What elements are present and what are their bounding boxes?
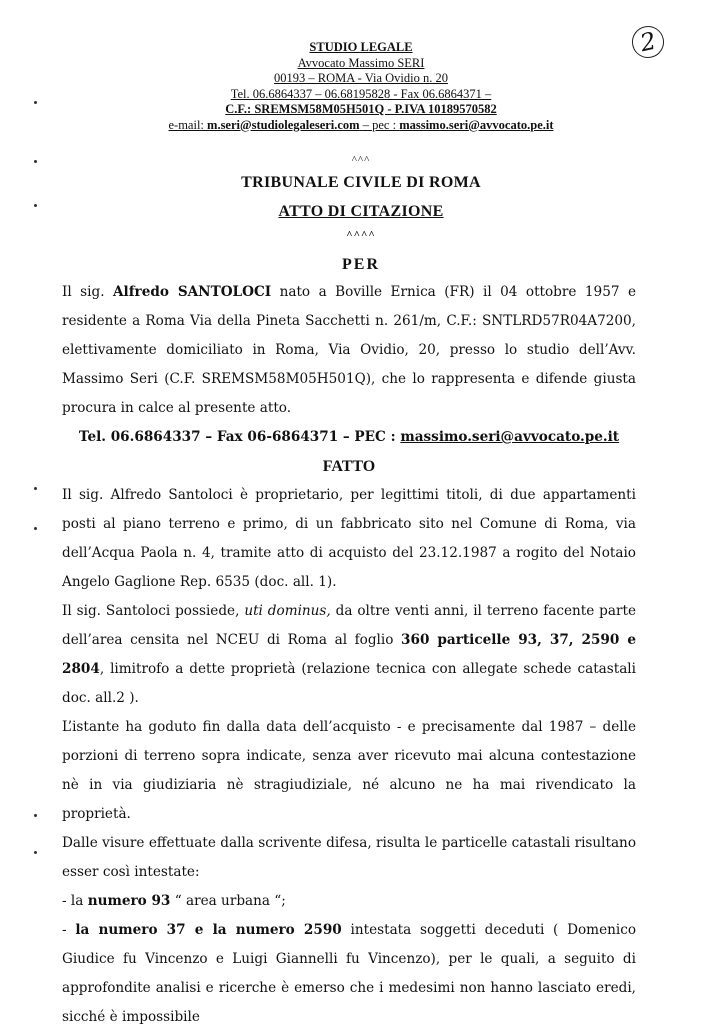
contacts-text: Tel. 06.6864337 – Fax 06-6864371 – PEC : xyxy=(78,429,396,445)
email-address: m.seri@studiolegaleseri.com xyxy=(207,117,360,132)
paragraph-3: L’istante ha goduto fin dalla data dell’acquisto - e precisamente dal 1987 – delle porzioni di terreno sopra indicate, senza aver ricevuto mai alcuna contestazione nè in via giudiziaria nè stragiudiziale, né alcuno ne ha mai rivendicato la proprietà. xyxy=(62,719,636,822)
party-intro: Il sig. xyxy=(62,284,105,300)
p2-part-a: Il sig. Santoloci possiede, xyxy=(62,603,240,619)
paragraph-4: Dalle visure effettuate dalla scrivente difesa, risulta le particelle catastali risultano esser così intestate: xyxy=(62,835,636,880)
party-name: Alfredo SANTOLOCI xyxy=(113,284,272,300)
p5-part-a: - la xyxy=(62,893,84,909)
letterhead xyxy=(0,40,722,133)
p6-bold: la numero 37 e la numero 2590 xyxy=(75,922,342,938)
studio-phones: Tel. 06.6864337 – 06.68195828 - Fax 06.6864371 – xyxy=(230,86,492,101)
court-title: TRIBUNALE CIVILE DI ROMA xyxy=(241,174,481,191)
lawyer-name: Avvocato Massimo SERI xyxy=(297,55,425,70)
p2-italic: uti dominus, xyxy=(244,603,331,619)
margin-mark xyxy=(34,814,37,817)
margin-mark xyxy=(34,160,37,163)
contacts-pec: massimo.seri@avvocato.pe.it xyxy=(400,429,620,445)
studio-address: 00193 – ROMA - Via Ovidio n. 20 xyxy=(273,71,449,85)
paragraph-2 xyxy=(62,597,636,713)
margin-mark xyxy=(34,487,37,490)
p6-part-a: - xyxy=(62,922,67,938)
per-heading: PER xyxy=(342,256,380,273)
p2-part-b: da oltre venti anni, il terreno facente parte dell’area censita nel NCEU di Roma al foglio xyxy=(62,603,636,648)
margin-mark xyxy=(34,101,37,104)
document-type: ATTO DI CITAZIONE xyxy=(278,203,444,220)
separator-carets-2: ^^^^ xyxy=(346,229,376,241)
studio-email-line xyxy=(0,118,722,134)
paragraph-5 xyxy=(62,887,636,916)
pec-address: massimo.seri@avvocato.pe.it xyxy=(399,117,554,132)
margin-mark xyxy=(34,527,37,530)
p2-bold: 360 particelle 93, 37, 2590 e 2804 xyxy=(62,632,636,677)
party-details: nato a Boville Ernica (FR) il 04 ottobre 1957 e residente a Roma Via della Pineta Sacchetti n. 261/m, C.F.: SNTLRD57R04A7200, elettivamente domiciliato in Roma, Via Ovidio, 20, presso lo studio dell’Avv. Massimo Seri (C.F. SREMSM58M05H501Q), che lo rappresenta e difende giusta procura in calce al presente atto. xyxy=(62,284,636,416)
party-paragraph xyxy=(62,278,636,423)
email-label: e-mail: xyxy=(168,117,204,132)
pec-label: – pec : xyxy=(362,117,397,132)
separator-carets: ^^^ xyxy=(351,154,371,166)
p6-part-b: intestata soggetti deceduti ( Domenico Giudice fu Vincenzo e Luigi Giannelli fu Vincenzo), per le quali, a seguito di approfondite analisi e ricerche è emerso che i medesimi non hanno lasciato eredi, sicché è impossibile xyxy=(62,922,637,1025)
paragraph-6 xyxy=(62,916,636,1032)
contacts-line xyxy=(62,423,636,452)
margin-mark xyxy=(34,851,37,854)
paragraph-1: Il sig. Alfredo Santoloci è proprietario, per legittimi titoli, di due appartamenti posti al piano terreno e primo, di un fabbricato sito nel Comune di Roma, via dell’Acqua Paola n. 4, tramite atto di acquisto del 23.12.1987 a rogito del Notaio Angelo Gaglione Rep. 6535 (doc. all. 1). xyxy=(62,487,636,590)
body-text xyxy=(62,278,636,1032)
page-number: 2 xyxy=(629,23,667,61)
studio-name: STUDIO LEGALE xyxy=(309,40,413,54)
studio-fiscal-codes: C.F.: SREMSM58M05H501Q - P.IVA 10189570582 xyxy=(225,102,497,116)
p5-part-b: “ area urbana “; xyxy=(174,893,286,909)
p5-bold: numero 93 xyxy=(87,893,171,909)
fatto-heading: FATTO xyxy=(322,458,376,475)
margin-mark xyxy=(34,204,37,207)
p2-part-c: , limitrofo a dette proprietà (relazione tecnica con allegate schede catastali doc. all.2 ). xyxy=(62,661,636,706)
